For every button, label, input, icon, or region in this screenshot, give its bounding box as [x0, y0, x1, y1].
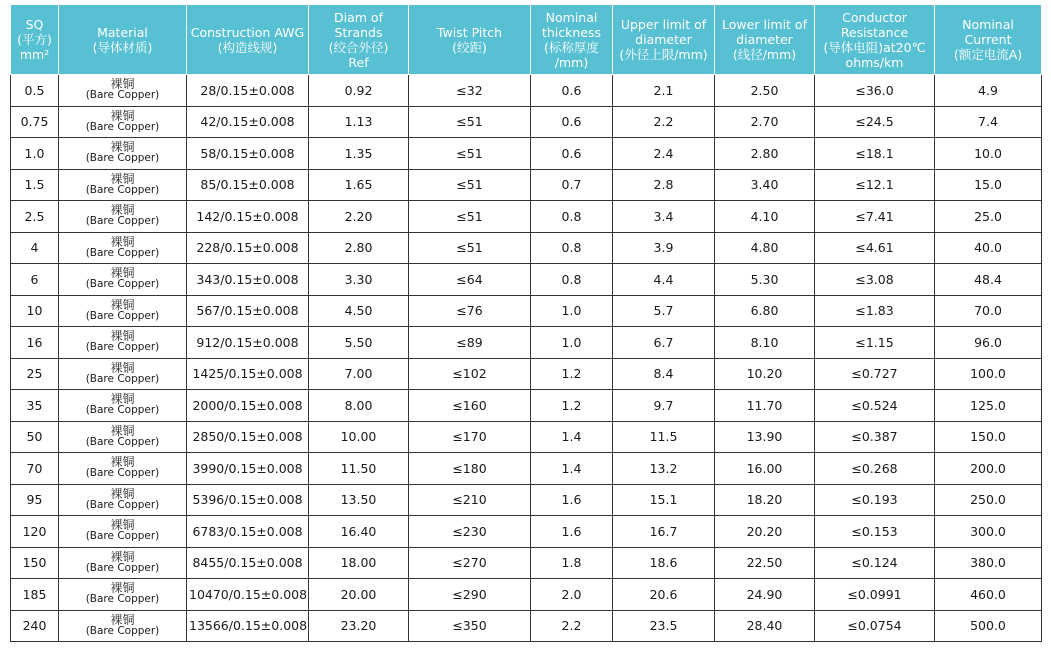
cell-diam: 7.00 [309, 358, 409, 390]
cell-current: 380.0 [935, 547, 1042, 579]
cell-upper-limit: 2.4 [613, 138, 715, 170]
cell-resistance: ≤0.193 [815, 484, 935, 516]
table-row [11, 453, 1042, 485]
cell-diam: 2.80 [309, 232, 409, 264]
cell-sq: 0.75 [11, 106, 59, 138]
cell-resistance: ≤3.08 [815, 264, 935, 296]
material-cn-label: 裸铜 [110, 77, 135, 92]
cell-resistance: ≤36.0 [815, 75, 935, 107]
cell-sq: 70 [11, 453, 59, 485]
material-cn-label: 裸铜 [110, 171, 135, 186]
cell-material [59, 484, 187, 516]
table-body [11, 75, 1042, 642]
cell-material [59, 201, 187, 233]
cell-sq: 1.0 [11, 138, 59, 170]
table-row [11, 610, 1042, 642]
cell-current: 200.0 [935, 453, 1042, 485]
cell-construction: 2000/0.15±0.008 [187, 390, 309, 422]
material-cn-label: 裸铜 [110, 297, 135, 312]
cell-pitch: ≤51 [409, 169, 531, 201]
material-cn-label: 裸铜 [110, 612, 135, 627]
cell-upper-limit: 18.6 [613, 547, 715, 579]
cell-diam: 1.13 [309, 106, 409, 138]
cell-thickness: 2.2 [531, 610, 613, 642]
cell-upper-limit: 11.5 [613, 421, 715, 453]
material-en-label: (Bare Copper) [85, 530, 160, 543]
cell-lower-limit: 4.80 [715, 232, 815, 264]
cell-diam: 13.50 [309, 484, 409, 516]
table-row [11, 484, 1042, 516]
cell-resistance: ≤0.0991 [815, 579, 935, 611]
cell-sq: 10 [11, 295, 59, 327]
cell-resistance: ≤0.524 [815, 390, 935, 422]
material-cn-label: 裸铜 [110, 234, 135, 249]
cell-upper-limit: 3.4 [613, 201, 715, 233]
cell-upper-limit: 5.7 [613, 295, 715, 327]
cell-pitch: ≤170 [409, 421, 531, 453]
material-en-label: (Bare Copper) [85, 183, 160, 196]
cell-current: 250.0 [935, 484, 1042, 516]
cell-current: 7.4 [935, 106, 1042, 138]
table-row [11, 295, 1042, 327]
cell-current: 10.0 [935, 138, 1042, 170]
cell-pitch: ≤51 [409, 138, 531, 170]
cell-material [59, 106, 187, 138]
cell-upper-limit: 4.4 [613, 264, 715, 296]
cell-material [59, 610, 187, 642]
material-cn-label: 裸铜 [110, 203, 135, 218]
cell-current: 460.0 [935, 579, 1042, 611]
cell-resistance: ≤24.5 [815, 106, 935, 138]
cell-diam: 4.50 [309, 295, 409, 327]
cell-upper-limit: 23.5 [613, 610, 715, 642]
cell-pitch: ≤76 [409, 295, 531, 327]
cell-thickness: 1.0 [531, 295, 613, 327]
header-sq: SQ (平方) mm² [11, 5, 59, 75]
cell-sq: 240 [11, 610, 59, 642]
cell-thickness: 1.2 [531, 358, 613, 390]
cell-resistance: ≤0.124 [815, 547, 935, 579]
cell-upper-limit: 16.7 [613, 516, 715, 548]
cell-thickness: 1.0 [531, 327, 613, 359]
cell-lower-limit: 5.30 [715, 264, 815, 296]
material-en-label: (Bare Copper) [85, 215, 160, 228]
material-en-label: (Bare Copper) [85, 309, 160, 322]
cell-sq: 120 [11, 516, 59, 548]
cell-sq: 185 [11, 579, 59, 611]
material-cn-label: 裸铜 [110, 486, 135, 501]
cell-diam: 10.00 [309, 421, 409, 453]
cell-resistance: ≤4.61 [815, 232, 935, 264]
material-en-label: (Bare Copper) [85, 404, 160, 417]
cell-resistance: ≤0.727 [815, 358, 935, 390]
cell-material [59, 138, 187, 170]
cell-upper-limit: 13.2 [613, 453, 715, 485]
cell-construction: 42/0.15±0.008 [187, 106, 309, 138]
cell-construction: 8455/0.15±0.008 [187, 547, 309, 579]
table-row [11, 421, 1042, 453]
cell-resistance: ≤12.1 [815, 169, 935, 201]
cell-pitch: ≤230 [409, 516, 531, 548]
cell-thickness: 2.0 [531, 579, 613, 611]
cell-resistance: ≤0.0754 [815, 610, 935, 642]
cell-construction: 142/0.15±0.008 [187, 201, 309, 233]
cell-thickness: 0.6 [531, 106, 613, 138]
cell-thickness: 0.8 [531, 264, 613, 296]
cell-lower-limit: 16.00 [715, 453, 815, 485]
header-nominal-current: Nominal Current (额定电流A) [935, 5, 1042, 75]
material-en-label: (Bare Copper) [85, 89, 160, 102]
cell-lower-limit: 8.10 [715, 327, 815, 359]
cable-spec-table [10, 4, 1042, 642]
cell-construction: 343/0.15±0.008 [187, 264, 309, 296]
material-cn-label: 裸铜 [110, 108, 135, 123]
cell-construction: 10470/0.15±0.008 [187, 579, 309, 611]
cell-pitch: ≤290 [409, 579, 531, 611]
table-row [11, 579, 1042, 611]
header-material: Material (导体材质) [59, 5, 187, 75]
material-en-label: (Bare Copper) [85, 498, 160, 511]
table-row [11, 201, 1042, 233]
cell-current: 4.9 [935, 75, 1042, 107]
material-cn-label: 裸铜 [110, 581, 135, 596]
table-row [11, 106, 1042, 138]
cell-resistance: ≤18.1 [815, 138, 935, 170]
cell-lower-limit: 11.70 [715, 390, 815, 422]
cell-construction: 567/0.15±0.008 [187, 295, 309, 327]
cell-material [59, 327, 187, 359]
cell-sq: 50 [11, 421, 59, 453]
cell-thickness: 1.4 [531, 453, 613, 485]
material-cn-label: 裸铜 [110, 455, 135, 470]
cell-material [59, 547, 187, 579]
material-en-label: (Bare Copper) [85, 278, 160, 291]
cell-current: 70.0 [935, 295, 1042, 327]
cell-diam: 8.00 [309, 390, 409, 422]
cell-construction: 3990/0.15±0.008 [187, 453, 309, 485]
cell-lower-limit: 22.50 [715, 547, 815, 579]
cell-sq: 4 [11, 232, 59, 264]
cell-thickness: 0.6 [531, 75, 613, 107]
cell-pitch: ≤102 [409, 358, 531, 390]
cell-sq: 35 [11, 390, 59, 422]
cell-thickness: 1.8 [531, 547, 613, 579]
table-row [11, 264, 1042, 296]
cell-pitch: ≤51 [409, 201, 531, 233]
table-row [11, 75, 1042, 107]
cell-current: 15.0 [935, 169, 1042, 201]
cell-thickness: 0.8 [531, 232, 613, 264]
cell-pitch: ≤270 [409, 547, 531, 579]
cell-lower-limit: 2.50 [715, 75, 815, 107]
cell-construction: 5396/0.15±0.008 [187, 484, 309, 516]
cell-resistance: ≤1.15 [815, 327, 935, 359]
cell-upper-limit: 20.6 [613, 579, 715, 611]
header-conductor-resistance: Conductor Resistance (导体电阻)at20℃ ohms/km [815, 5, 935, 75]
cell-lower-limit: 10.20 [715, 358, 815, 390]
cell-current: 300.0 [935, 516, 1042, 548]
cell-diam: 16.40 [309, 516, 409, 548]
cell-upper-limit: 2.8 [613, 169, 715, 201]
cell-lower-limit: 20.20 [715, 516, 815, 548]
material-en-label: (Bare Copper) [85, 624, 160, 637]
cell-construction: 2850/0.15±0.008 [187, 421, 309, 453]
cell-construction: 85/0.15±0.008 [187, 169, 309, 201]
table-row [11, 138, 1042, 170]
material-cn-label: 裸铜 [110, 266, 135, 281]
cell-thickness: 1.4 [531, 421, 613, 453]
cell-pitch: ≤89 [409, 327, 531, 359]
cell-lower-limit: 24.90 [715, 579, 815, 611]
cell-current: 25.0 [935, 201, 1042, 233]
cell-diam: 3.30 [309, 264, 409, 296]
cell-resistance: ≤0.268 [815, 453, 935, 485]
material-cn-label: 裸铜 [110, 329, 135, 344]
cell-material [59, 516, 187, 548]
cell-current: 40.0 [935, 232, 1042, 264]
cell-thickness: 0.8 [531, 201, 613, 233]
cell-diam: 1.65 [309, 169, 409, 201]
cell-thickness: 1.6 [531, 484, 613, 516]
cell-pitch: ≤51 [409, 106, 531, 138]
cell-lower-limit: 28.40 [715, 610, 815, 642]
cell-material [59, 169, 187, 201]
cell-resistance: ≤0.387 [815, 421, 935, 453]
cell-thickness: 1.6 [531, 516, 613, 548]
table-row [11, 547, 1042, 579]
cell-upper-limit: 2.2 [613, 106, 715, 138]
cell-current: 96.0 [935, 327, 1042, 359]
cell-lower-limit: 18.20 [715, 484, 815, 516]
table-row [11, 516, 1042, 548]
material-en-label: (Bare Copper) [85, 435, 160, 448]
cell-diam: 2.20 [309, 201, 409, 233]
header-row [11, 5, 1042, 75]
cell-resistance: ≤7.41 [815, 201, 935, 233]
table-row [11, 232, 1042, 264]
material-cn-label: 裸铜 [110, 392, 135, 407]
cell-lower-limit: 2.80 [715, 138, 815, 170]
material-en-label: (Bare Copper) [85, 467, 160, 480]
cell-material [59, 232, 187, 264]
cell-upper-limit: 8.4 [613, 358, 715, 390]
cell-diam: 5.50 [309, 327, 409, 359]
material-en-label: (Bare Copper) [85, 120, 160, 133]
cell-current: 125.0 [935, 390, 1042, 422]
cell-construction: 28/0.15±0.008 [187, 75, 309, 107]
cell-diam: 23.20 [309, 610, 409, 642]
cell-thickness: 1.2 [531, 390, 613, 422]
material-en-label: (Bare Copper) [85, 341, 160, 354]
material-en-label: (Bare Copper) [85, 152, 160, 165]
cell-upper-limit: 2.1 [613, 75, 715, 107]
cell-diam: 0.92 [309, 75, 409, 107]
cell-lower-limit: 4.10 [715, 201, 815, 233]
cell-lower-limit: 3.40 [715, 169, 815, 201]
cell-material [59, 358, 187, 390]
cell-thickness: 0.6 [531, 138, 613, 170]
cell-lower-limit: 6.80 [715, 295, 815, 327]
cell-pitch: ≤350 [409, 610, 531, 642]
cell-construction: 912/0.15±0.008 [187, 327, 309, 359]
cell-upper-limit: 15.1 [613, 484, 715, 516]
cell-construction: 1425/0.15±0.008 [187, 358, 309, 390]
header-upper-limit: Upper limit of diameter (外径上限/mm) [613, 5, 715, 75]
cell-pitch: ≤210 [409, 484, 531, 516]
cell-resistance: ≤1.83 [815, 295, 935, 327]
cell-material [59, 295, 187, 327]
cell-sq: 25 [11, 358, 59, 390]
material-cn-label: 裸铜 [110, 360, 135, 375]
cell-material [59, 264, 187, 296]
material-en-label: (Bare Copper) [85, 372, 160, 385]
cell-current: 500.0 [935, 610, 1042, 642]
cell-material [59, 390, 187, 422]
cell-sq: 150 [11, 547, 59, 579]
cell-diam: 18.00 [309, 547, 409, 579]
cell-sq: 0.5 [11, 75, 59, 107]
cell-construction: 13566/0.15±0.008 [187, 610, 309, 642]
cell-sq: 2.5 [11, 201, 59, 233]
header-construction: Construction AWG (构造线规) [187, 5, 309, 75]
cell-material [59, 579, 187, 611]
material-cn-label: 裸铜 [110, 549, 135, 564]
cell-current: 100.0 [935, 358, 1042, 390]
material-cn-label: 裸铜 [110, 140, 135, 155]
cell-material [59, 421, 187, 453]
cell-sq: 16 [11, 327, 59, 359]
cell-pitch: ≤32 [409, 75, 531, 107]
material-cn-label: 裸铜 [110, 518, 135, 533]
cell-resistance: ≤0.153 [815, 516, 935, 548]
material-en-label: (Bare Copper) [85, 561, 160, 574]
cell-current: 150.0 [935, 421, 1042, 453]
material-cn-label: 裸铜 [110, 423, 135, 438]
cell-lower-limit: 13.90 [715, 421, 815, 453]
material-en-label: (Bare Copper) [85, 246, 160, 259]
cell-pitch: ≤64 [409, 264, 531, 296]
cell-diam: 11.50 [309, 453, 409, 485]
cell-thickness: 0.7 [531, 169, 613, 201]
header-twist-pitch: Twist Pitch (绞距) [409, 5, 531, 75]
header-lower-limit: Lower limit of diameter (线径/mm) [715, 5, 815, 75]
cell-pitch: ≤180 [409, 453, 531, 485]
cell-upper-limit: 3.9 [613, 232, 715, 264]
material-en-label: (Bare Copper) [85, 593, 160, 606]
cell-construction: 228/0.15±0.008 [187, 232, 309, 264]
cell-upper-limit: 9.7 [613, 390, 715, 422]
cell-sq: 1.5 [11, 169, 59, 201]
cell-pitch: ≤51 [409, 232, 531, 264]
cell-sq: 95 [11, 484, 59, 516]
cell-current: 48.4 [935, 264, 1042, 296]
cell-construction: 6783/0.15±0.008 [187, 516, 309, 548]
header-diam-strands: Diam of Strands (绞合外径) Ref [309, 5, 409, 75]
cell-material [59, 75, 187, 107]
cell-diam: 20.00 [309, 579, 409, 611]
cell-diam: 1.35 [309, 138, 409, 170]
cell-upper-limit: 6.7 [613, 327, 715, 359]
cell-sq: 6 [11, 264, 59, 296]
header-nominal-thickness: Nominal thickness (标称厚度 /mm) [531, 5, 613, 75]
table-row [11, 358, 1042, 390]
table-row [11, 390, 1042, 422]
cell-pitch: ≤160 [409, 390, 531, 422]
table-row [11, 169, 1042, 201]
table-row [11, 327, 1042, 359]
cell-construction: 58/0.15±0.008 [187, 138, 309, 170]
cell-material [59, 453, 187, 485]
cell-lower-limit: 2.70 [715, 106, 815, 138]
